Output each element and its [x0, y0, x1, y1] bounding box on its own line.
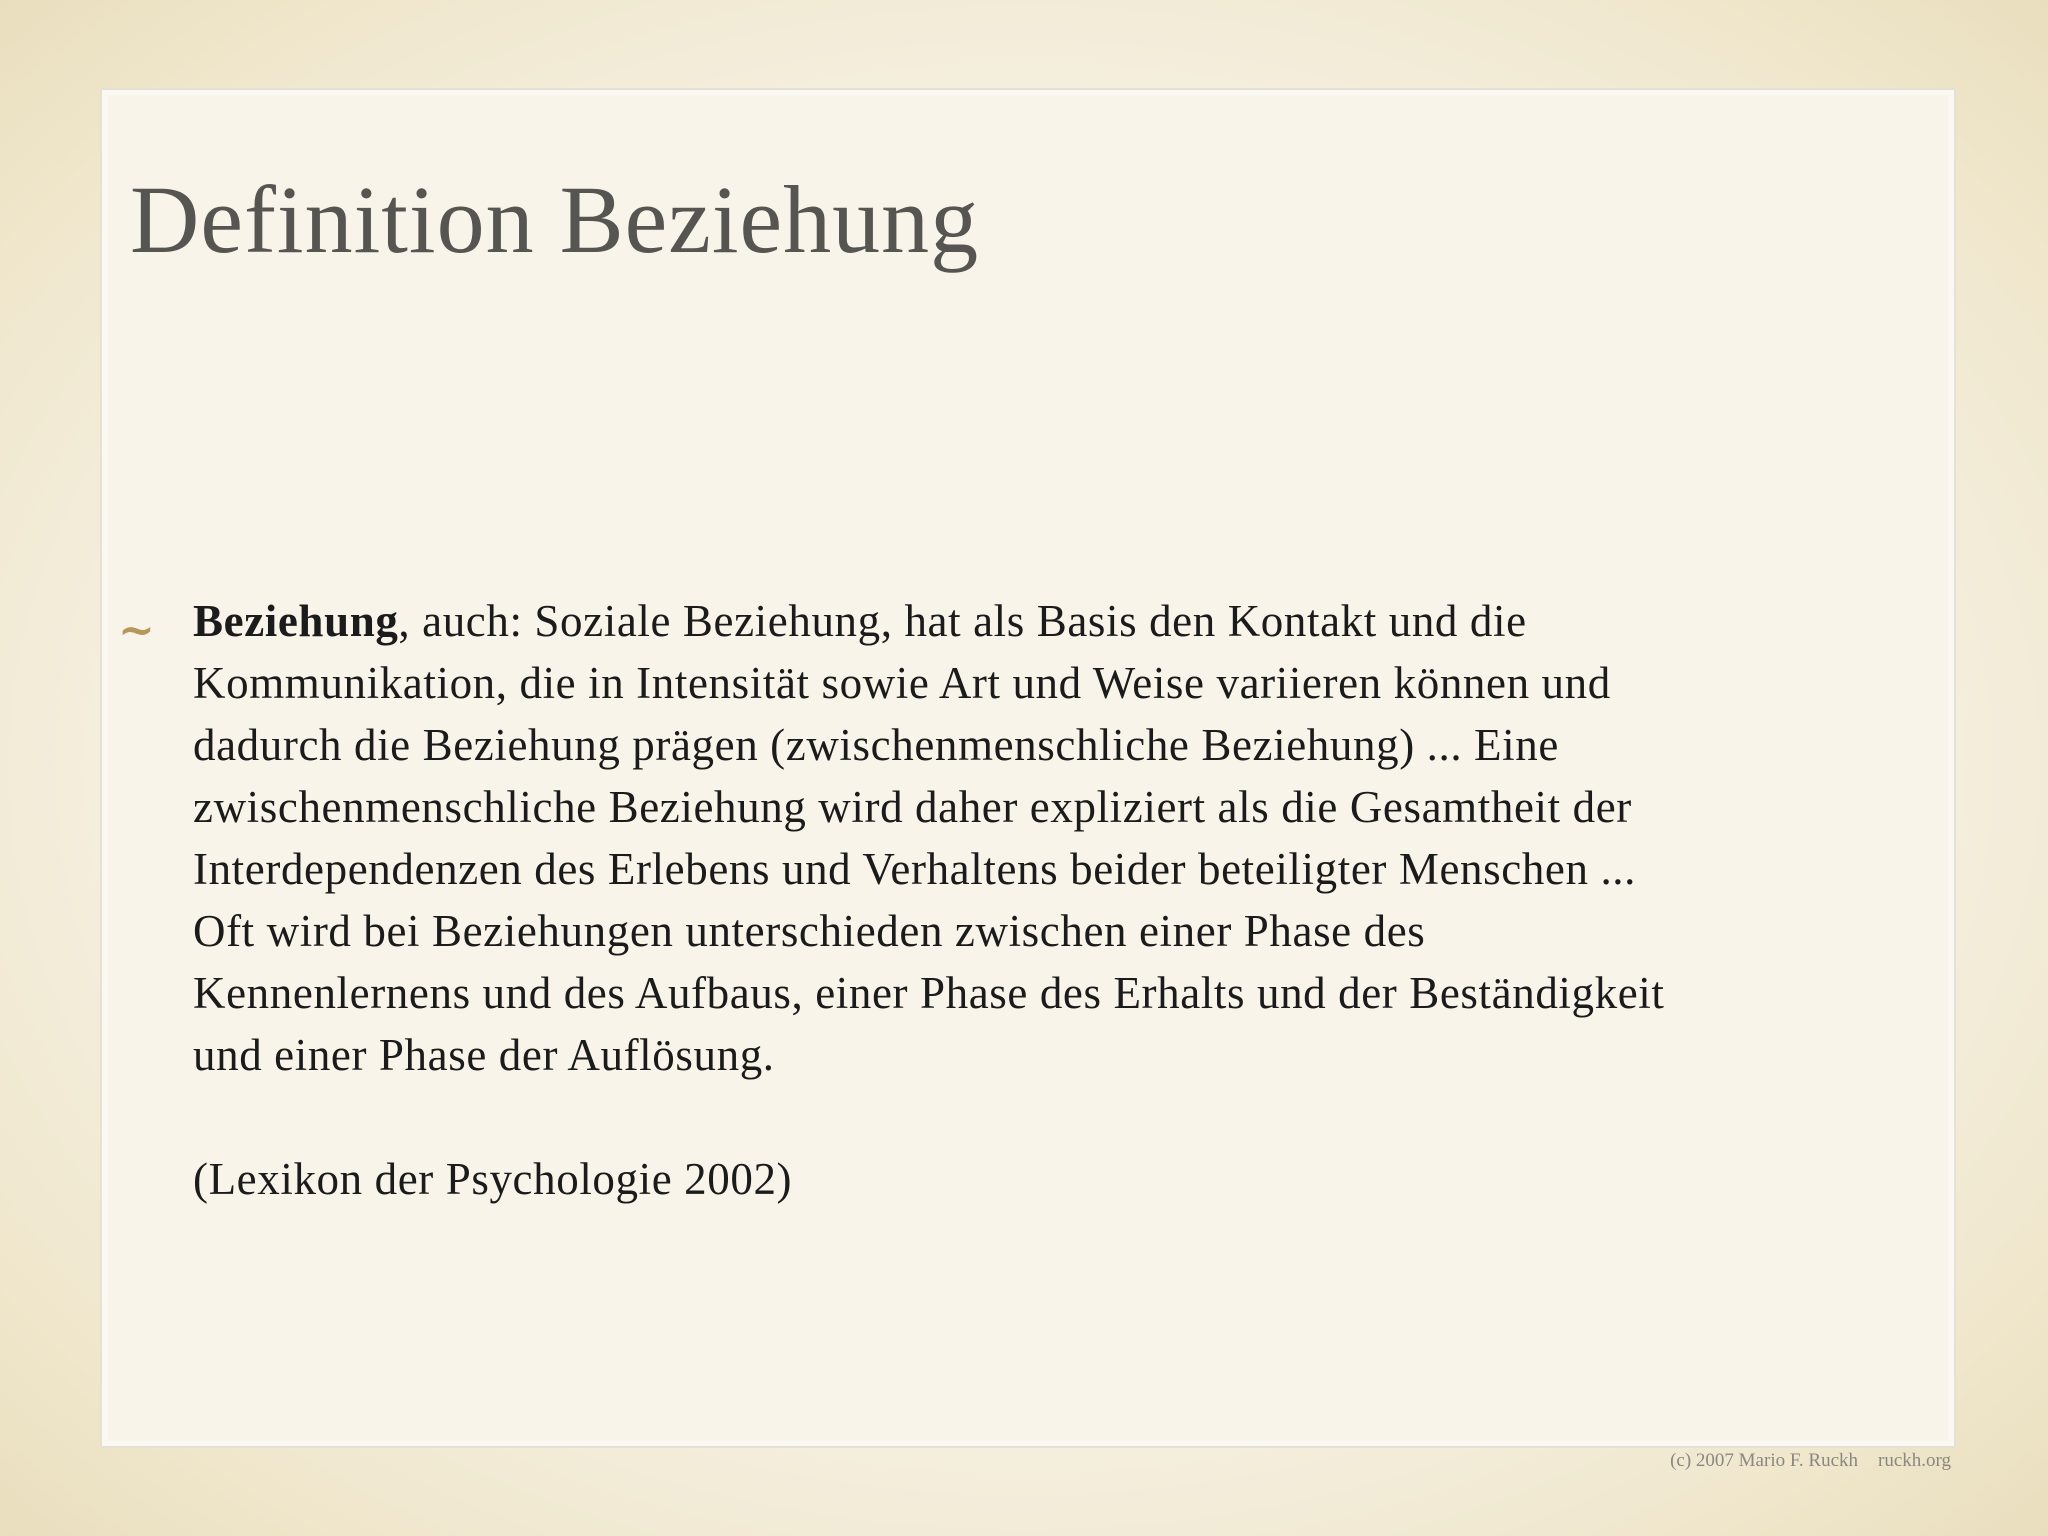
body-line: Oft wird bei Beziehungen unterschieden zwischen einer Phase des — [193, 906, 1426, 956]
tilde-bullet-icon: ~ — [118, 605, 155, 656]
body-line: Kennenlernens und des Aufbaus, einer Phase des Erhalts und der Beständigkeit — [193, 968, 1665, 1018]
definition-term: Beziehung — [193, 596, 399, 646]
body-line: und einer Phase der Auflösung. — [193, 1030, 775, 1080]
footer-credit — [1670, 1450, 1951, 1472]
slide-title: Definition Beziehung — [130, 166, 980, 273]
body-line-text: , auch: Soziale Beziehung, hat als Basis den Kontakt und die — [398, 596, 1527, 646]
definition-paragraph — [193, 590, 1953, 1086]
footer-website: ruckh.org — [1878, 1450, 1951, 1471]
body-line: Kommunikation, die in Intensität sowie Art und Weise variieren können und — [193, 658, 1611, 708]
body-line: Interdependenzen des Erlebens und Verhaltens beider beteiligter Menschen ... — [193, 844, 1636, 894]
body-line: zwischenmenschliche Beziehung wird daher expliziert als die Gesamtheit der — [193, 782, 1632, 832]
body-line — [193, 590, 1953, 652]
body-line: dadurch die Beziehung prägen (zwischenmenschliche Beziehung) ... Eine — [193, 720, 1559, 770]
citation: (Lexikon der Psychologie 2002) — [193, 1154, 793, 1204]
footer-copyright: (c) 2007 Mario F. Ruckh — [1670, 1450, 1858, 1471]
